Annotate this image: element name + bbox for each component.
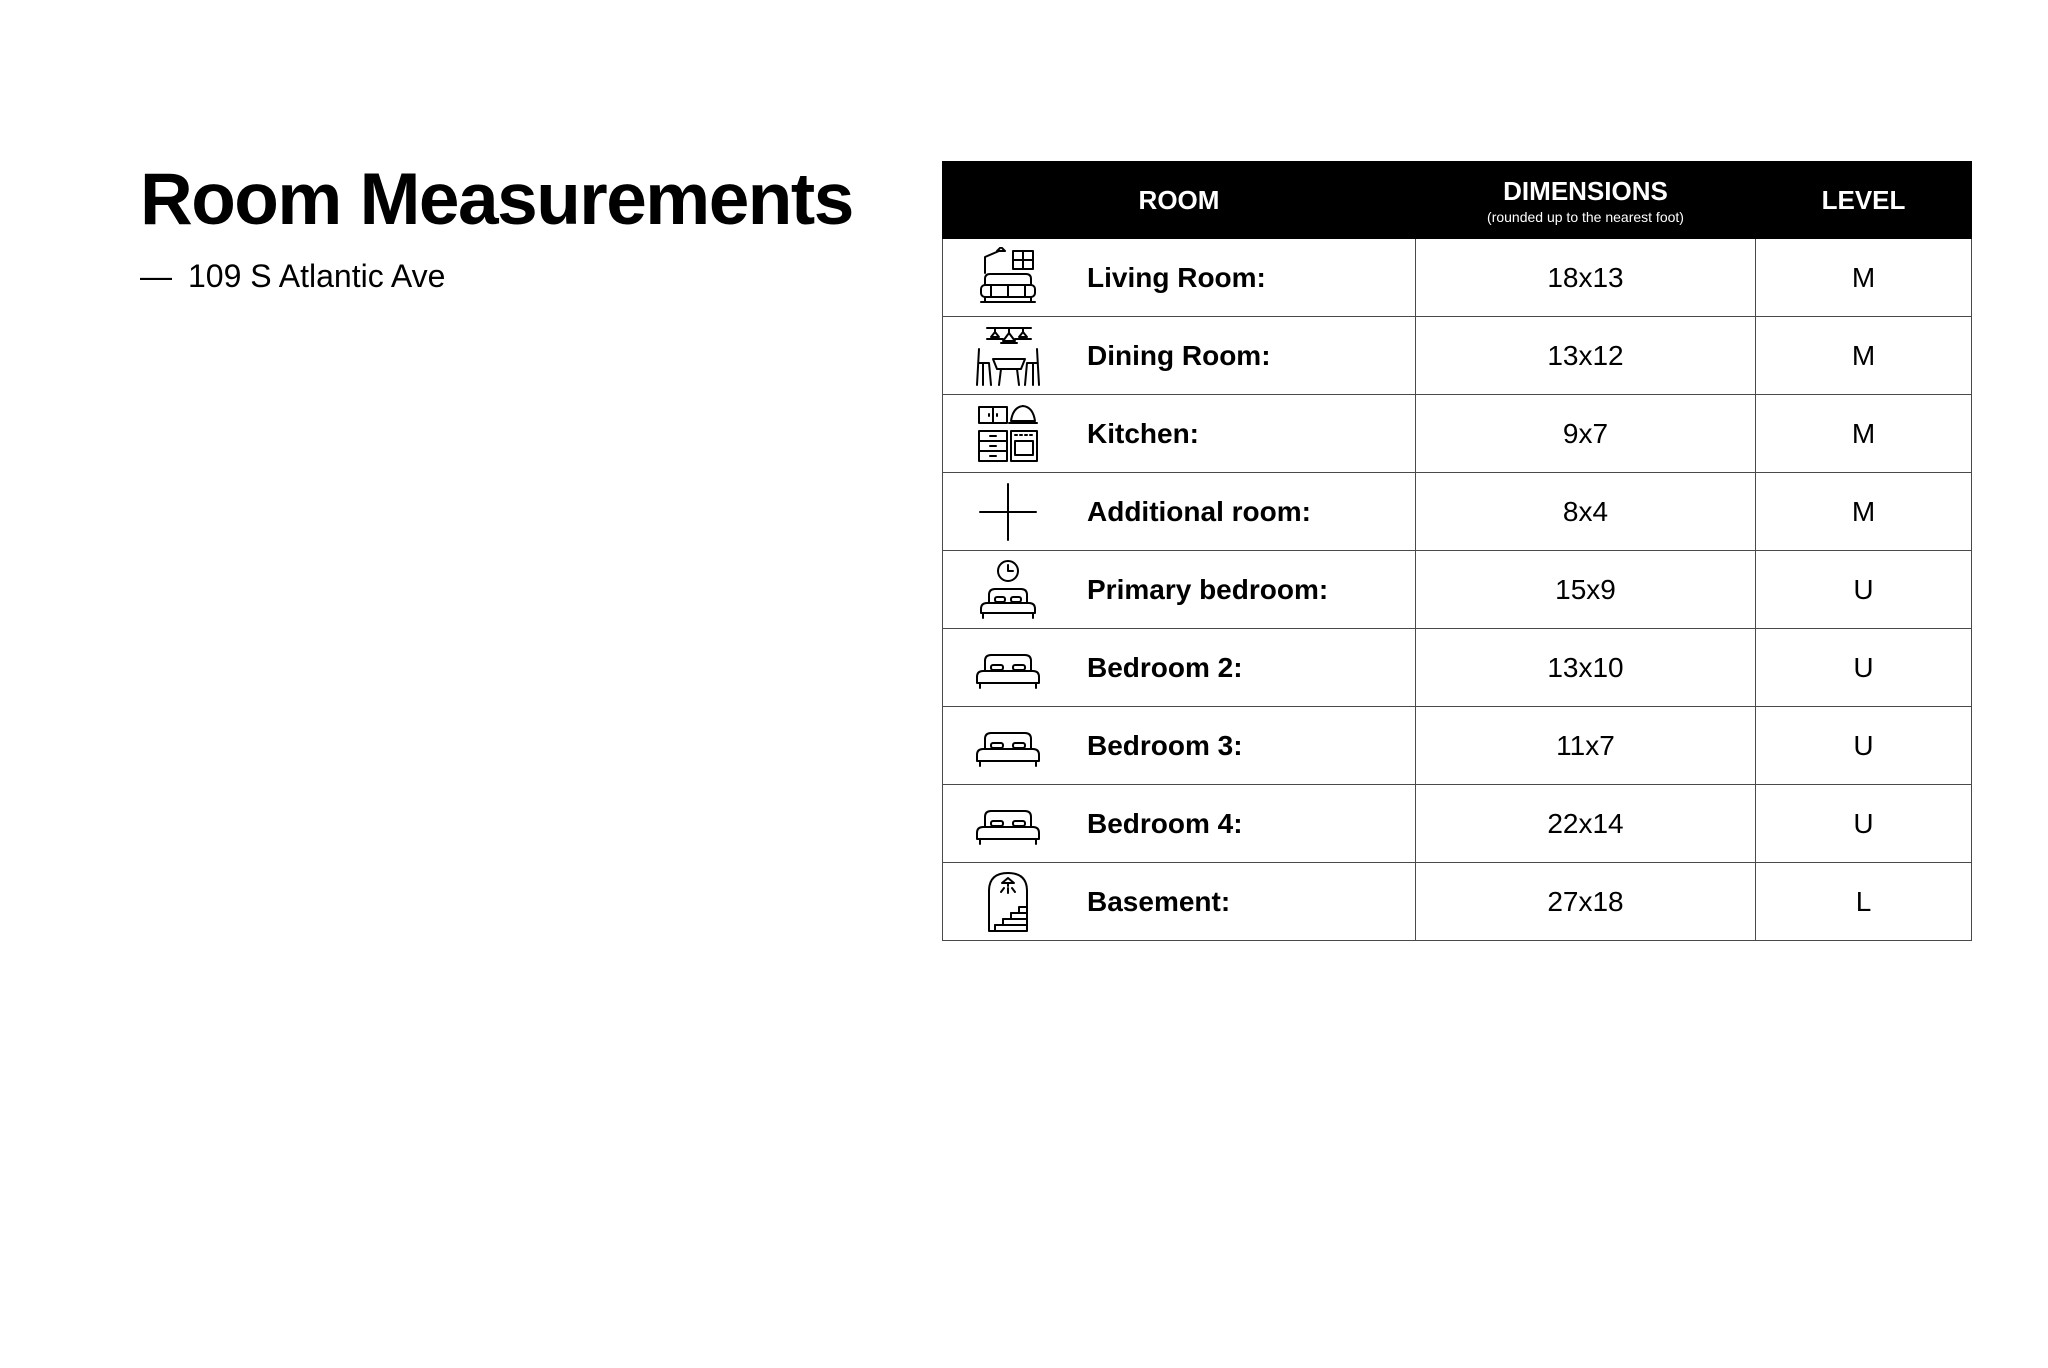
room-cell <box>943 473 1416 551</box>
dimensions-note: (rounded up to the nearest foot) <box>1487 208 1684 225</box>
living-room-icon <box>973 247 1043 309</box>
table-row <box>943 317 1972 395</box>
room-cell <box>943 551 1416 629</box>
plus-icon <box>973 481 1043 543</box>
room-dimensions: 11x7 <box>1416 707 1756 785</box>
subtitle-dash: — <box>140 258 172 294</box>
table-row <box>943 551 1972 629</box>
room-level: U <box>1756 707 1972 785</box>
room-level: L <box>1756 863 1972 941</box>
table-row <box>943 707 1972 785</box>
dimensions-label: DIMENSIONS <box>1503 175 1668 206</box>
column-header-level: LEVEL <box>1756 162 1972 239</box>
table-row <box>943 785 1972 863</box>
room-dimensions: 9x7 <box>1416 395 1756 473</box>
bed-icon <box>973 637 1043 699</box>
room-level: M <box>1756 395 1972 473</box>
primary-bedroom-icon <box>973 559 1043 621</box>
room-name: Basement: <box>1087 885 1231 917</box>
room-cell <box>943 707 1416 785</box>
table-row <box>943 863 1972 941</box>
bed-icon <box>973 793 1043 855</box>
room-name: Bedroom 2: <box>1087 651 1243 683</box>
basement-icon <box>973 871 1043 933</box>
table-header-row <box>943 162 1972 239</box>
page-title: Room Measurements <box>140 159 853 240</box>
room-cell <box>943 785 1416 863</box>
dining-room-icon <box>973 325 1043 387</box>
room-dimensions: 13x10 <box>1416 629 1756 707</box>
kitchen-icon <box>973 403 1043 465</box>
room-dimensions: 27x18 <box>1416 863 1756 941</box>
room-name: Living Room: <box>1087 261 1266 293</box>
room-dimensions: 22x14 <box>1416 785 1756 863</box>
room-name: Bedroom 3: <box>1087 729 1243 761</box>
room-level: U <box>1756 785 1972 863</box>
room-cell <box>943 629 1416 707</box>
room-name: Dining Room: <box>1087 339 1271 371</box>
room-dimensions: 15x9 <box>1416 551 1756 629</box>
room-name: Additional room: <box>1087 495 1311 527</box>
room-dimensions: 18x13 <box>1416 239 1756 317</box>
table-row <box>943 239 1972 317</box>
table-row <box>943 395 1972 473</box>
room-level: M <box>1756 239 1972 317</box>
room-name: Kitchen: <box>1087 417 1199 449</box>
room-cell <box>943 239 1416 317</box>
room-dimensions: 13x12 <box>1416 317 1756 395</box>
table-row <box>943 473 1972 551</box>
room-measurements-table <box>942 161 1972 941</box>
address-line <box>140 256 445 296</box>
room-cell <box>943 863 1416 941</box>
room-level: M <box>1756 317 1972 395</box>
column-header-dimensions <box>1416 162 1756 239</box>
room-level: M <box>1756 473 1972 551</box>
column-header-room: ROOM <box>943 162 1416 239</box>
room-cell <box>943 395 1416 473</box>
bed-icon <box>973 715 1043 777</box>
property-address: 109 S Atlantic Ave <box>188 258 446 294</box>
room-cell <box>943 317 1416 395</box>
room-name: Primary bedroom: <box>1087 573 1329 605</box>
room-level: U <box>1756 551 1972 629</box>
room-level: U <box>1756 629 1972 707</box>
table-row <box>943 629 1972 707</box>
room-name: Bedroom 4: <box>1087 807 1243 839</box>
room-dimensions: 8x4 <box>1416 473 1756 551</box>
